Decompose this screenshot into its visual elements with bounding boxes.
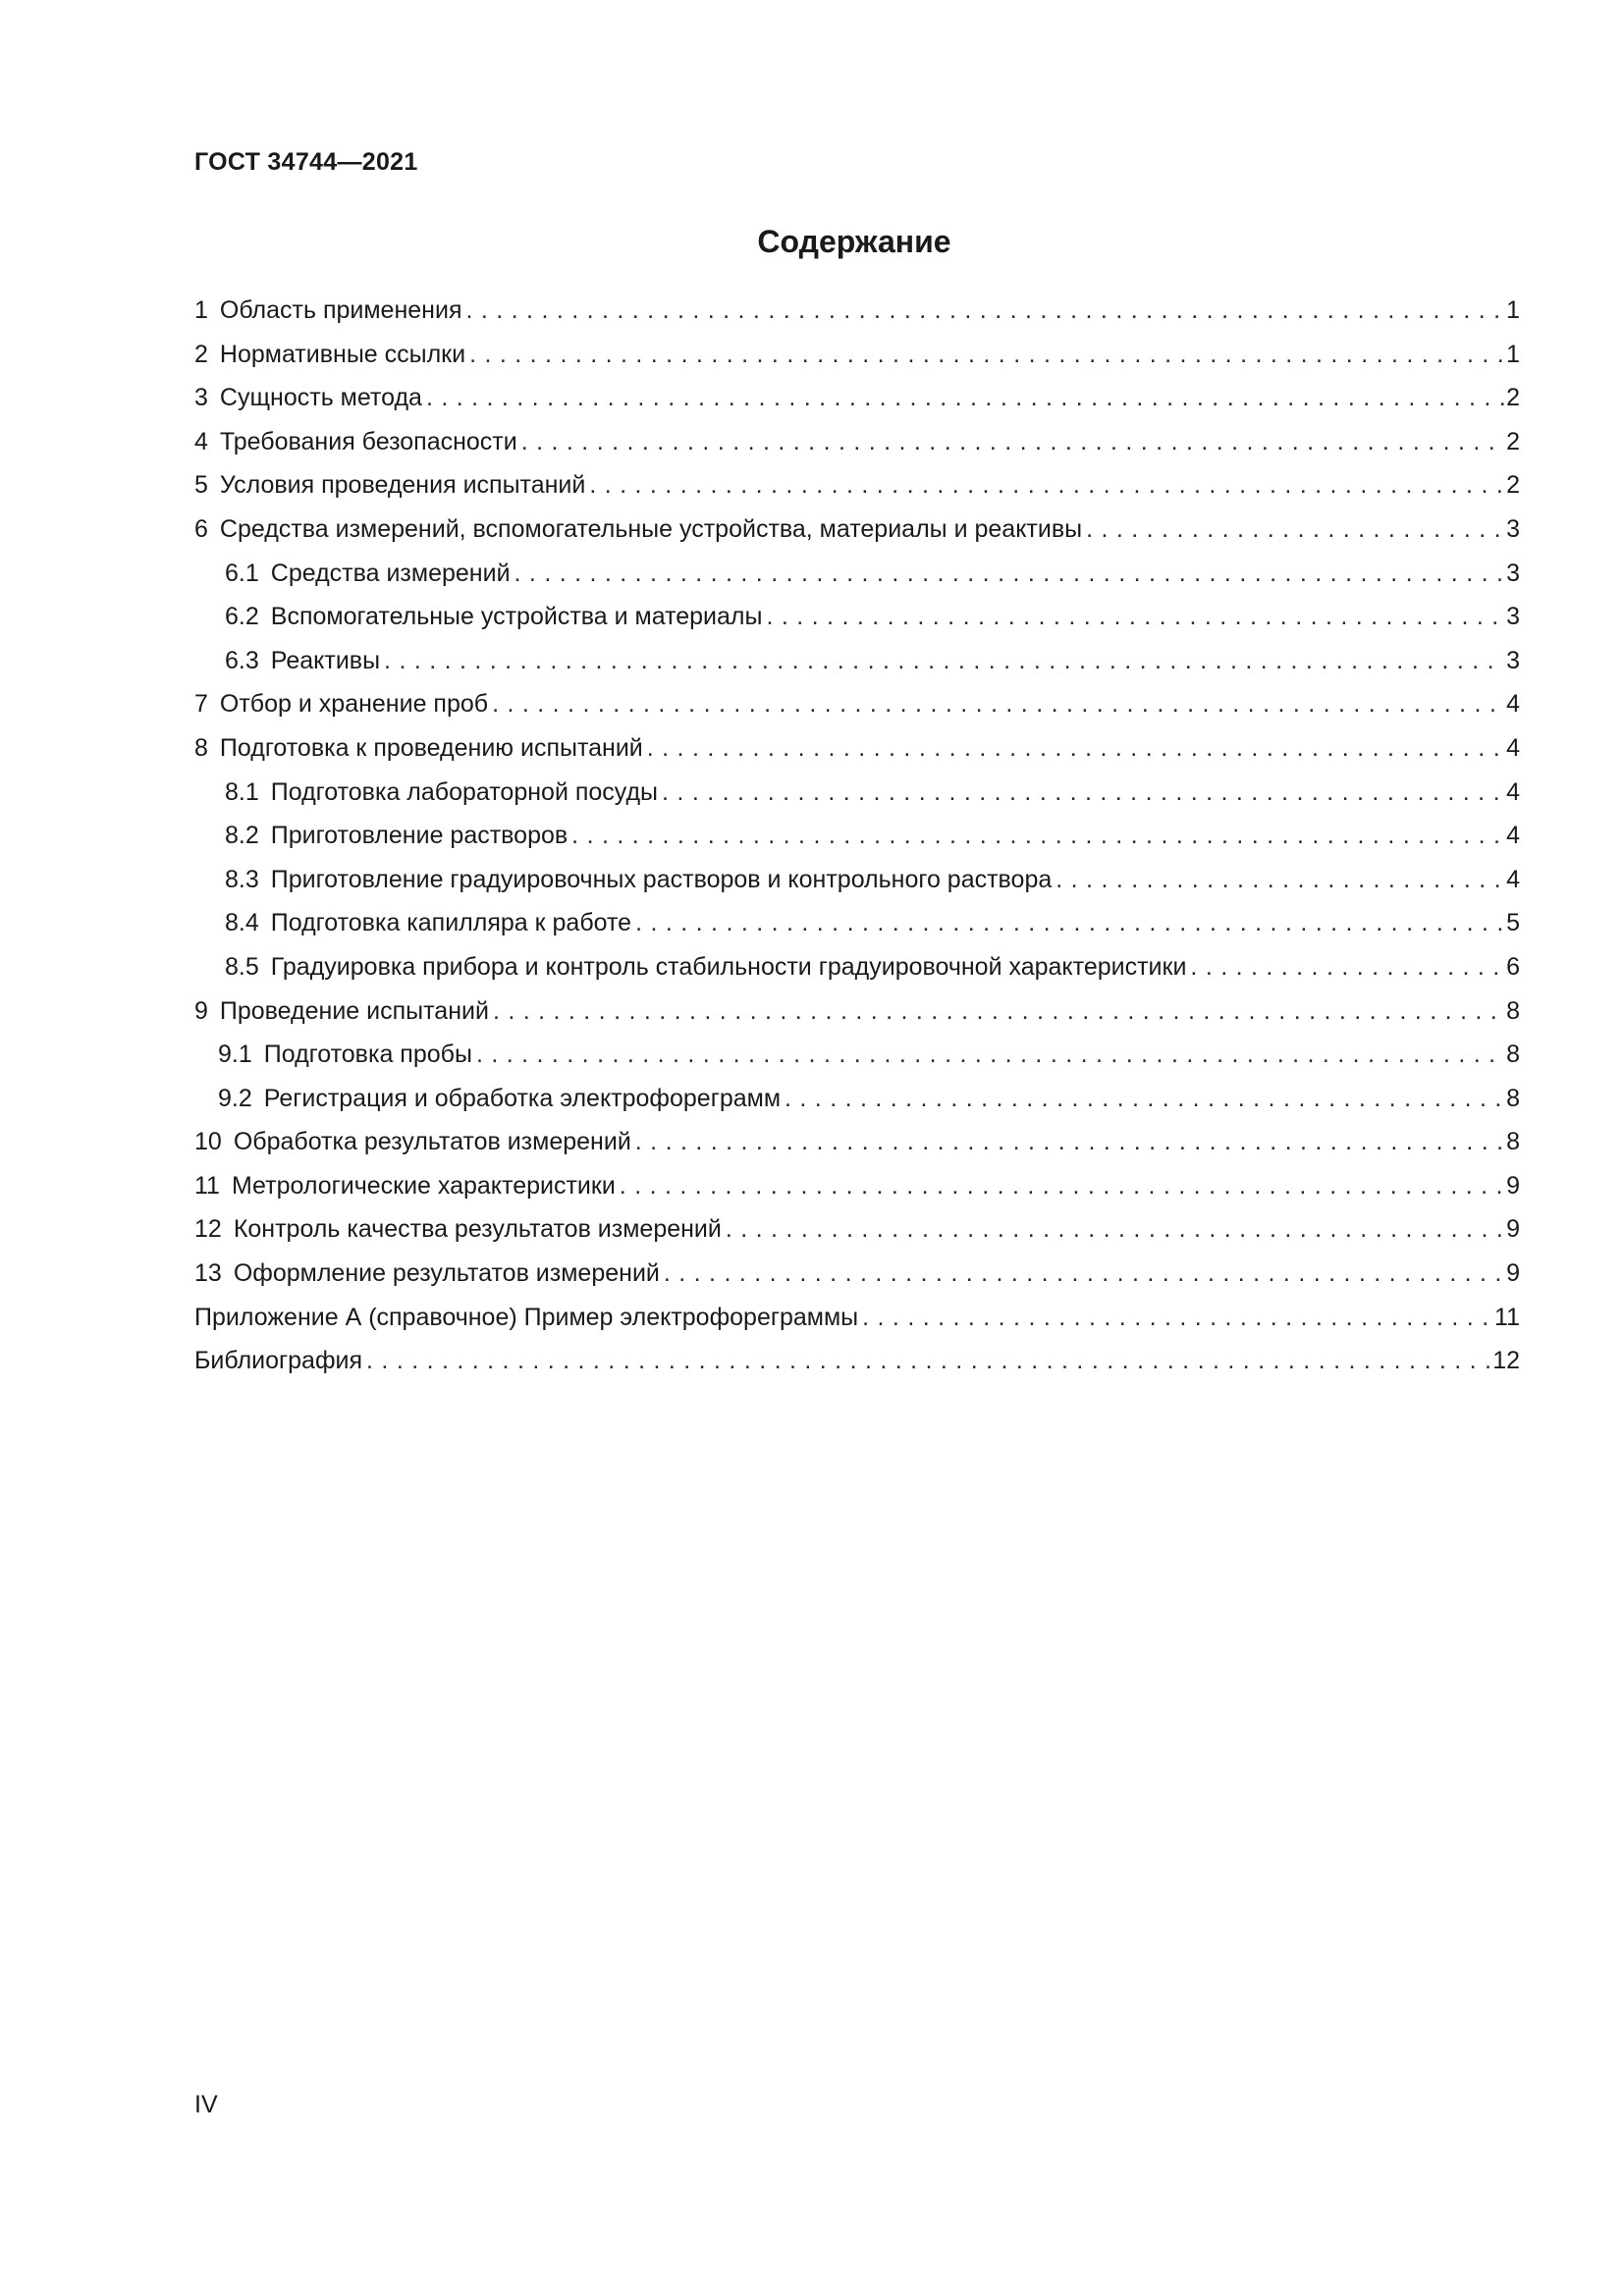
toc-entry-number: 1 (194, 296, 208, 324)
toc-dot-leader (514, 560, 1505, 588)
toc-entry-number: 8.3 (225, 865, 259, 893)
toc-dot-leader (493, 997, 1504, 1026)
toc-dot-leader (469, 341, 1504, 369)
toc-entry-number: 8.1 (225, 777, 259, 806)
toc-entry-page: 2 (1506, 427, 1520, 455)
toc-entry-number: 8.4 (225, 909, 259, 937)
toc-entry[interactable] (194, 866, 1520, 910)
toc-dot-leader (664, 1259, 1504, 1288)
toc-entry[interactable] (194, 997, 1520, 1041)
toc-entry-page: 12 (1492, 1347, 1520, 1375)
toc-entry-label: Вспомогательные устройства и материалы (270, 603, 763, 631)
toc-entry-number: 2 (194, 340, 208, 368)
toc-entry[interactable] (194, 1215, 1520, 1259)
toc-entry[interactable] (194, 515, 1520, 560)
toc-entry-label: Обработка результатов измерений (233, 1128, 631, 1156)
toc-entry-page: 3 (1506, 559, 1520, 587)
toc-entry-page: 3 (1506, 603, 1520, 631)
toc-dot-leader (521, 428, 1504, 456)
toc-entry-number: 4 (194, 427, 208, 455)
toc-entry-page: 4 (1506, 777, 1520, 806)
table-of-contents (194, 296, 1520, 1391)
toc-entry-label: Подготовка капилляра к работе (270, 909, 632, 937)
toc-entry-page: 4 (1506, 690, 1520, 719)
toc-dot-leader (1056, 866, 1504, 894)
toc-dot-leader (662, 778, 1504, 807)
toc-entry-number: 10 (194, 1128, 222, 1156)
toc-entry-number: 9.2 (218, 1084, 252, 1112)
toc-entry-page: 9 (1506, 1259, 1520, 1288)
toc-entry-label: Средства измерений (270, 559, 511, 587)
toc-entry[interactable] (194, 603, 1520, 647)
page-title: Содержание (757, 224, 951, 259)
toc-entry-label: Условия проведения испытаний (219, 471, 586, 500)
toc-dot-leader (635, 909, 1504, 937)
toc-entry-page: 8 (1506, 996, 1520, 1025)
toc-entry-label: Оформление результатов измерений (233, 1259, 660, 1288)
toc-entry-label: Реактивы (270, 646, 381, 674)
toc-entry[interactable] (194, 1259, 1520, 1304)
toc-entry-label: Подготовка пробы (263, 1041, 472, 1069)
toc-entry[interactable] (194, 822, 1520, 866)
toc-dot-leader (476, 1041, 1504, 1069)
toc-entry-number: 8.5 (225, 952, 259, 981)
toc-entry-page: 8 (1506, 1128, 1520, 1156)
toc-entry-number: 8.2 (225, 822, 259, 850)
toc-entry-page: 1 (1506, 296, 1520, 324)
toc-entry-number: 12 (194, 1215, 222, 1244)
toc-dot-leader (465, 296, 1504, 325)
toc-entry-label: Средства измерений, вспомогательные устройства, материалы и реактивы (219, 514, 1083, 543)
toc-dot-leader (571, 822, 1504, 850)
toc-dot-leader (426, 384, 1504, 412)
toc-dot-leader (647, 734, 1504, 763)
toc-entry-number: 6.2 (225, 603, 259, 631)
toc-entry-page: 8 (1506, 1041, 1520, 1069)
toc-dot-leader (620, 1172, 1504, 1201)
toc-entry-page: 2 (1506, 471, 1520, 500)
toc-entry-page: 6 (1506, 952, 1520, 981)
toc-entry-label: Приложение А (справочное) Пример электрофореграммы (194, 1303, 859, 1331)
toc-entry-label: Приготовление градуировочных растворов и контрольного раствора (270, 865, 1053, 893)
toc-entry-page: 9 (1506, 1215, 1520, 1244)
toc-entry[interactable] (194, 1085, 1520, 1129)
toc-entry-page: 4 (1506, 733, 1520, 762)
toc-entry[interactable] (194, 384, 1520, 428)
toc-entry[interactable] (194, 560, 1520, 604)
toc-entry-label: Проведение испытаний (219, 996, 489, 1025)
toc-entry[interactable] (194, 909, 1520, 953)
document-code: ГОСТ 34744—2021 (194, 148, 418, 176)
toc-entry-page: 8 (1506, 1084, 1520, 1112)
toc-entry[interactable] (194, 341, 1520, 385)
toc-dot-leader (1190, 953, 1504, 982)
toc-entry[interactable] (194, 471, 1520, 515)
toc-entry[interactable] (194, 1128, 1520, 1172)
toc-entry-label: Библиография (194, 1347, 363, 1375)
page-number: IV (194, 2091, 218, 2118)
toc-entry[interactable] (194, 778, 1520, 823)
toc-entry-number: 6 (194, 514, 208, 543)
toc-dot-leader (862, 1304, 1492, 1332)
toc-entry-page: 11 (1494, 1303, 1520, 1331)
toc-entry-label: Приготовление растворов (270, 822, 568, 850)
toc-entry[interactable] (194, 1041, 1520, 1085)
toc-entry-number: 13 (194, 1259, 222, 1288)
toc-entry-label: Нормативные ссылки (219, 340, 466, 368)
toc-entry[interactable] (194, 690, 1520, 734)
toc-entry[interactable] (194, 647, 1520, 691)
toc-entry-label: Контроль качества результатов измерений (233, 1215, 722, 1244)
toc-entry-page: 5 (1506, 909, 1520, 937)
toc-entry-label: Требования безопасности (219, 427, 517, 455)
toc-dot-leader (589, 471, 1504, 500)
toc-entry[interactable] (194, 428, 1520, 472)
toc-entry-label: Метрологические характеристики (231, 1171, 616, 1200)
toc-entry-page: 9 (1506, 1171, 1520, 1200)
toc-entry-label: Область применения (219, 296, 462, 324)
toc-entry-number: 6.1 (225, 559, 259, 587)
toc-entry-number: 11 (194, 1171, 220, 1200)
toc-entry-label: Подготовка лабораторной посуды (270, 777, 659, 806)
toc-dot-leader (492, 690, 1504, 719)
toc-entry-page: 1 (1506, 340, 1520, 368)
toc-entry-number: 9.1 (218, 1041, 252, 1069)
toc-entry[interactable] (194, 734, 1520, 778)
toc-dot-leader (785, 1085, 1504, 1113)
toc-entry[interactable] (194, 296, 1520, 341)
toc-entry[interactable] (194, 1347, 1520, 1391)
toc-dot-leader (384, 647, 1504, 675)
toc-entry-number: 8 (194, 733, 208, 762)
toc-dot-leader (726, 1215, 1504, 1244)
toc-entry-label: Регистрация и обработка электрофореграмм (263, 1084, 782, 1112)
toc-entry-page: 4 (1506, 822, 1520, 850)
toc-entry[interactable] (194, 1304, 1520, 1348)
toc-entry-number: 7 (194, 690, 208, 719)
toc-entry-number: 5 (194, 471, 208, 500)
toc-entry-page: 2 (1506, 384, 1520, 412)
toc-entry-label: Сущность метода (219, 384, 422, 412)
toc-dot-leader (1086, 515, 1504, 544)
toc-entry-label: Градуировка прибора и контроль стабильности градуировочной характеристики (270, 952, 1187, 981)
toc-entry-number: 6.3 (225, 646, 259, 674)
toc-entry-number: 3 (194, 384, 208, 412)
toc-entry-label: Подготовка к проведению испытаний (219, 733, 643, 762)
toc-dot-leader (366, 1347, 1490, 1375)
toc-entry-number: 9 (194, 996, 208, 1025)
toc-dot-leader (766, 603, 1504, 631)
toc-dot-leader (635, 1128, 1504, 1156)
toc-entry-page: 4 (1506, 865, 1520, 893)
toc-entry[interactable] (194, 953, 1520, 997)
toc-entry[interactable] (194, 1172, 1520, 1216)
toc-entry-page: 3 (1506, 646, 1520, 674)
toc-entry-page: 3 (1506, 514, 1520, 543)
toc-entry-label: Отбор и хранение проб (219, 690, 489, 719)
